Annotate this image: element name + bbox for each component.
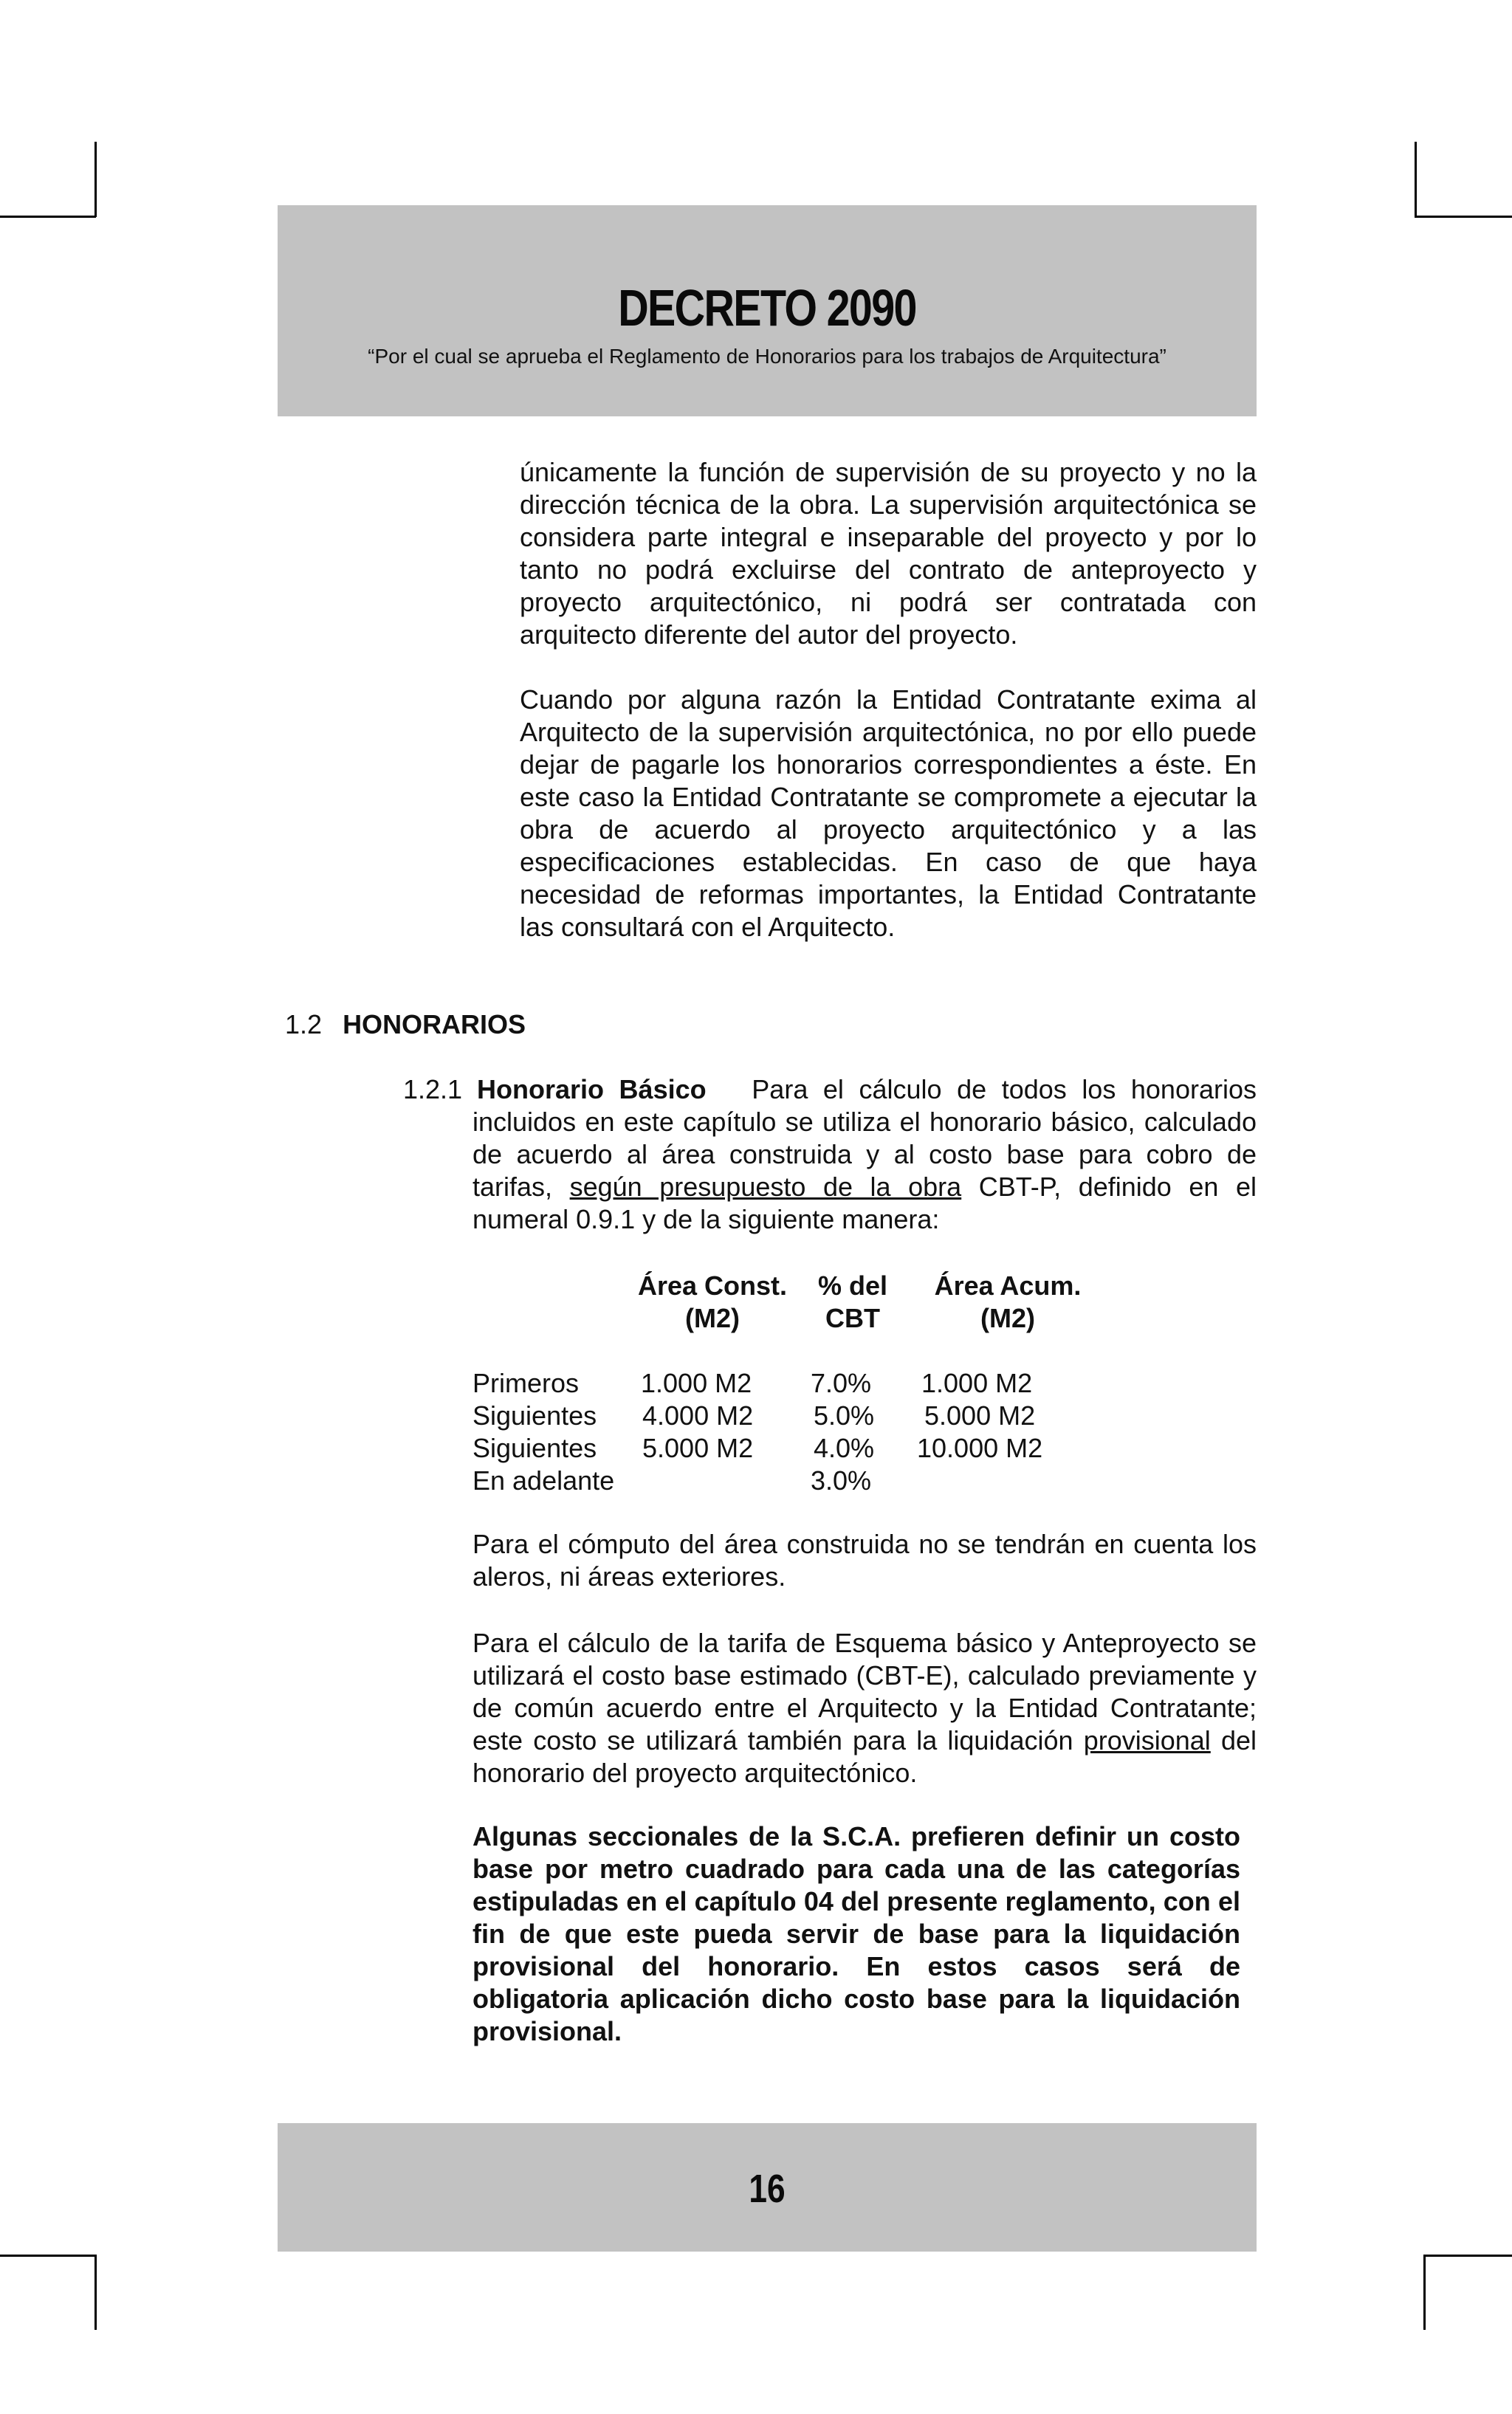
paragraph-honorario-basico (472, 1073, 1257, 1236)
calculo-text-underlined: provisional (1083, 1725, 1211, 1756)
paragraph-calculo-tarifa (472, 1627, 1257, 1789)
paragraph-entidad-contratante: Cuando por alguna razón la Entidad Contratante exima al Arquitecto de la supervisión arquitectónica, no por ello puede dejar de pagarle los honorarios correspondientes a éste. En este caso la Entidad Contratante se compromete a ejecutar la obra de acuerdo al proyecto arquitectónico y a las especificaciones establecidas. En caso de que haya necesidad de reformas importantes, la Entidad Contratante las consultará con el Arquitecto. (520, 684, 1257, 942)
row-area: 4.000 M2 (642, 1400, 754, 1431)
crop-mark-top-right-v (1415, 142, 1417, 217)
row-acum: 10.000 M2 (917, 1433, 1043, 1463)
crop-mark-bottom-right-v (1423, 2255, 1426, 2330)
section-heading (285, 1008, 526, 1041)
table-header-acum: Área Acum. (M2) (934, 1270, 1082, 1333)
row-pct: 4.0% (814, 1433, 875, 1463)
document-title: DECRETO 2090 (618, 279, 916, 337)
subsection-title: Honorario Básico (477, 1074, 707, 1104)
paragraph-computo: Para el cómputo del área construida no se tendrán en cuenta los aleros, ni áreas exteriores. (472, 1529, 1257, 1592)
crop-mark-top-right-h (1415, 216, 1512, 218)
crop-mark-bottom-right-h (1423, 2255, 1512, 2257)
row-pct: 3.0% (811, 1465, 872, 1496)
paragraph-seccionales: Algunas seccionales de la S.C.A. prefieren definir un costo base por metro cuadrado para cada una de las categorías estipuladas en el capítulo 04 del presente reglamento, con el fin de que este pueda servir de base para la liquidación provisional del honorario. En estos casos será de obligatoria aplicación dicho costo base para la liquidación provisional. (472, 1821, 1240, 2046)
row-acum: 1.000 M2 (921, 1368, 1033, 1398)
row-label: Siguientes (472, 1400, 597, 1431)
paragraph-supervision: únicamente la función de supervisión de su proyecto y no la dirección técnica de la obra. La supervisión arquitectónica se considera parte integral e inseparable del proyecto y por lo tanto no podrá excluirse del contrato de anteproyecto y proyecto arquitectónico, ni podrá ser contratada con arquitecto diferente del autor del proyecto. (520, 457, 1257, 650)
crop-mark-bottom-left-h (0, 2255, 96, 2257)
row-label: Siguientes (472, 1433, 597, 1463)
calculo-text-before: Para el cálculo de la tarifa de Esquema básico y Anteproyecto se utilizará el costo base estimado (CBT-E), calculado previamente y de común acuerdo entre el Arquitecto y la Entidad Contratante; este costo se utilizará también para la liquidación (472, 1628, 1257, 1756)
page-number: 16 (749, 2167, 786, 2211)
row-pct: 7.0% (811, 1368, 872, 1398)
row-pct: 5.0% (814, 1400, 875, 1431)
calculo-text-after: del honorario del proyecto arquitectónico. (472, 1725, 1257, 1788)
row-acum: 5.000 M2 (924, 1400, 1036, 1431)
table-header-area: Área Const. (M2) (637, 1270, 788, 1333)
document-subtitle: “Por el cual se aprueba el Reglamento de Honorarios para los trabajos de Arquitectura” (368, 345, 1166, 368)
honorario-text-before: Para el cálculo de todos los honorarios incluidos en este capítulo se utiliza el honorario básico, calculado de acuerdo al área construida y al costo base para cobro de tarifas, (472, 1074, 1257, 1202)
honorario-text-underlined: según presupuesto de la obra (569, 1172, 962, 1202)
table-header-pct: % del CBT (817, 1270, 888, 1333)
subsection-number: 1.2.1 (403, 1074, 463, 1104)
row-label: En adelante (472, 1465, 615, 1496)
honorario-text-after: CBT-P, definido en el numeral 0.9.1 y de la siguiente manera: (472, 1172, 1257, 1234)
footer-band (278, 2123, 1257, 2252)
row-area: 1.000 M2 (641, 1368, 752, 1398)
section-number: 1.2 (285, 1009, 323, 1039)
row-area: 5.000 M2 (642, 1433, 754, 1463)
section-title: HONORARIOS (343, 1009, 526, 1039)
row-label: Primeros (472, 1368, 580, 1398)
header-band (278, 205, 1257, 416)
crop-mark-top-left-v (94, 142, 97, 217)
crop-mark-top-left-h (0, 216, 96, 218)
crop-mark-bottom-left-v (94, 2255, 97, 2330)
